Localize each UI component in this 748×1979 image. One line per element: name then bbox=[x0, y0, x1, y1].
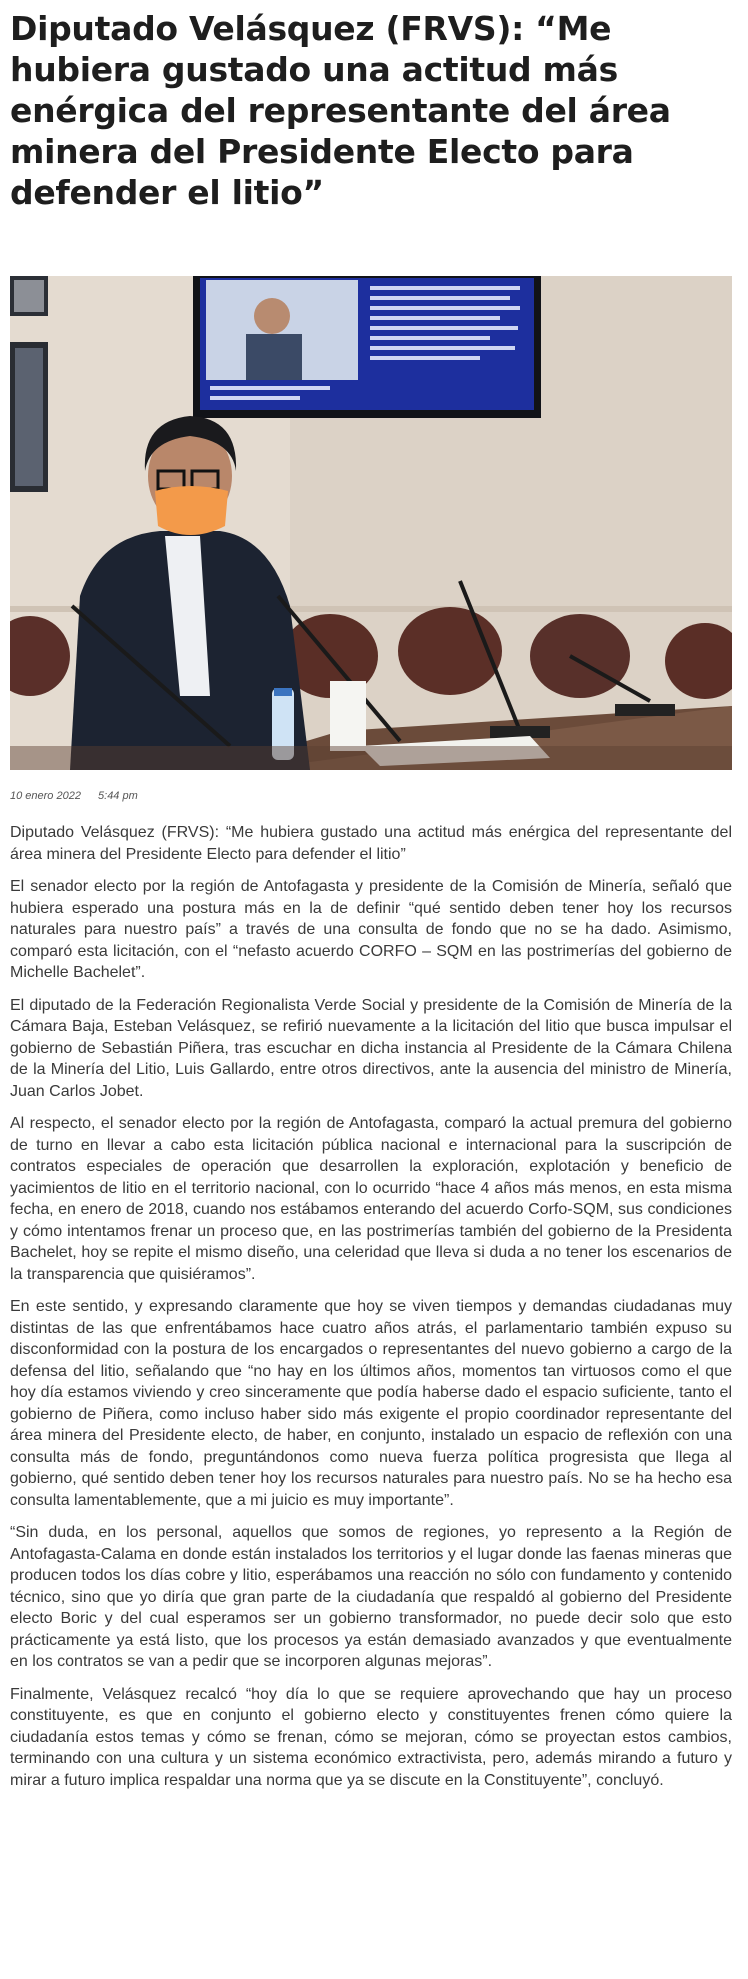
article-date: 10 enero 2022 bbox=[10, 790, 81, 802]
photo-illustration bbox=[10, 276, 732, 770]
article-paragraph: El diputado de la Federación Regionalista Verde Social y presidente de la Comisión de Minería de la Cámara Baja, Esteban Velásquez, se refirió nuevamente a la licitación del litio que busca impulsar el gobierno de Sebastián Piñera, tras escuchar en dicha instancia al Presidente de la Cámara Chilena de la Minería del Litio, Luis Gallardo, entre otros directivos, ante la ausencia del ministro de Minería, Juan Carlos Jobet. bbox=[10, 996, 732, 1100]
article-body bbox=[10, 822, 732, 1802]
article-paragraph: En este sentido, y expresando claramente que hoy se viven tiempos y demandas ciudadanas muy distintas de las que enfrentábamos hace cuatro años atrás, el parlamentario también expuso su disconformidad con la postura de los encargados o representantes del nuevo gobierno a cargo de la defensa del litio, señalando que “no hay en los últimos años, momentos tan virtuosos como el que hoy día estamos viviendo y creo sinceramente que podía haberse dado el espacio suficiente, tanto el gobierno de Piñera, como incluso haber sido más exigente el propio coordinador representante del área minera del Presidente electo, de haber, en conjunto, instalado un espacio de reflexión con una consulta más de fondo, preguntándonos como nueva fuerza política progresista que llega al gobierno, qué sentido deben tener hoy los recursos naturales para nuestro país. No se ha hecho esa consulta lamentablemente, que a mi juicio es muy importante”. bbox=[10, 1298, 732, 1509]
article-lead: Diputado Velásquez (FRVS): “Me hubiera gustado una actitud más enérgica del representante del área minera del Presidente Electo para defender el litio” bbox=[10, 824, 732, 863]
article-photo bbox=[10, 276, 732, 770]
article-time: 5:44 pm bbox=[98, 790, 138, 802]
article bbox=[10, 0, 732, 1789]
article-paragraph: “Sin duda, en los personal, aquellos que somos de regiones, yo represento a la Región de Antofagasta-Calama en donde están instalados los territorios y el lugar donde las faenas mineras que producen todos los días cobre y litio, esperábamos una reacción no sólo con fundamento y contenido técnico, sino que yo diría que gran parte de la ciudadanía que respaldó al gobierno del Presidente electo Boric y del cual esperamos ser un gobierno transformador, no puede decir solo que esto prácticamente ya está listo, que los procesos ya están demasiado avanzados y que eventualmente en los contratos se van a pedir que se incorporen algunas mejoras”. bbox=[10, 1524, 732, 1670]
article-paragraph: Al respecto, el senador electo por la región de Antofagasta, comparó la actual premura del gobierno de turno en llevar a cabo esta licitación pública nacional e internacional para la suscripción de contratos especiales de operación que desarrollen la exploración, explotación y beneficio de yacimientos de litio en el territorio nacional, con lo ocurrido “hace 4 años más menos, en esta misma fecha, en enero de 2018, cuando nos estábamos enterando del acuerdo Corfo-SQM, sus condiciones y cómo intentamos frenar un proceso que, en las postrimerías también del gobierno de la Presidenta Bachelet, hoy se repite el mismo diseño, una celeridad que lleva si duda a no tener los escenarios de la transparencia que quisiéramos”. bbox=[10, 1115, 732, 1283]
article-paragraph: Finalmente, Velásquez recalcó “hoy día lo que se requiere aprovechando que hay un proceso constituyente, es que en conjunto el gobierno electo y constituyentes frenen cómo quiere la ciudadanía estos temas y cómo se frenan, cómo se mejoran, cómo se proyectan estos cambios, terminando con una cultura y un sistema económico extractivista, pero, además mirando a futuro y mirar a futuro implica respaldar una norma que ya se discute en la Constituyente”, concluyó. bbox=[10, 1685, 732, 1789]
article-meta bbox=[10, 790, 152, 802]
article-headline: Diputado Velásquez (FRVS): “Me hubiera gustado una actitud más enérgica del representante del área minera del Presidente Electo para defender el litio” bbox=[10, 9, 671, 212]
article-paragraph: El senador electo por la región de Antofagasta y presidente de la Comisión de Minería, señaló que hubiera esperado una postura más en la de definir “qué sentido deben tener hoy los recursos naturales para nuestro país” a través de una consulta de fondo que no se ha dado. Asimismo, comparó esta licitación, con el “nefasto acuerdo CORFO – SQM en las postrimerías del gobierno de Michelle Bachelet”. bbox=[10, 878, 732, 981]
